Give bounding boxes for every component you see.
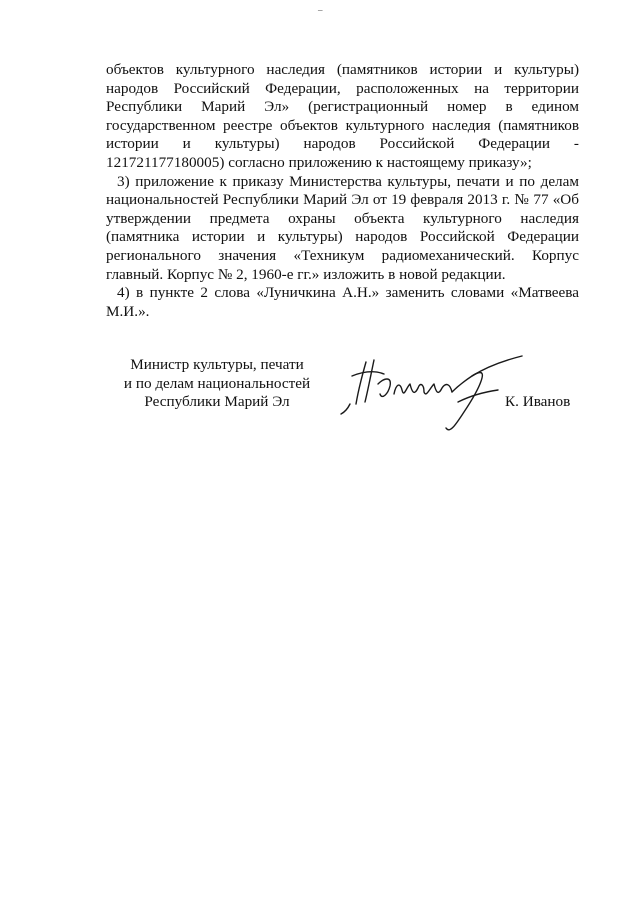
paragraph-continuation: объектов культурного наследия (памятников истории и культуры) народов Российский Федерации, расположенных на территории Республики Марий Эл» (регистрационный номер в едином государственном реестре объектов культурного наследия (памятников истории и культуры) народов Российской Федерации - 121721177180005) согласно приложению к настоящему приказу»;: [106, 61, 579, 171]
signatory-title-line: Министр культуры, печати: [130, 356, 304, 373]
signatory-name: К. Иванов: [505, 393, 571, 410]
signatory-title-line: Республики Марий Эл: [144, 393, 290, 411]
paragraph-item-4: 4) в пункте 2 слова «Луничкина А.Н.» заменить словами «Матвеева М.И.».: [106, 284, 579, 320]
page-mark: –: [318, 5, 323, 15]
signatory-title: [108, 356, 326, 412]
signature-block: [0, 356, 640, 446]
paragraph-item-3: 3) приложение к приказу Министерства культуры, печати и по делам национальностей Республики Марий Эл от 19 февраля 2013 г. № 77 «Об утверждении предмета охраны объекта культурного наследия (памятника истории и культуры) народов Российской Федерации регионального значения «Техникум радиомеханический. Корпус главный. Корпус № 2, 1960-е гг.» изложить в новой редакции.: [106, 172, 579, 283]
signatory-title-line: и по делам национальностей: [123, 374, 311, 392]
document-body: [106, 61, 579, 321]
